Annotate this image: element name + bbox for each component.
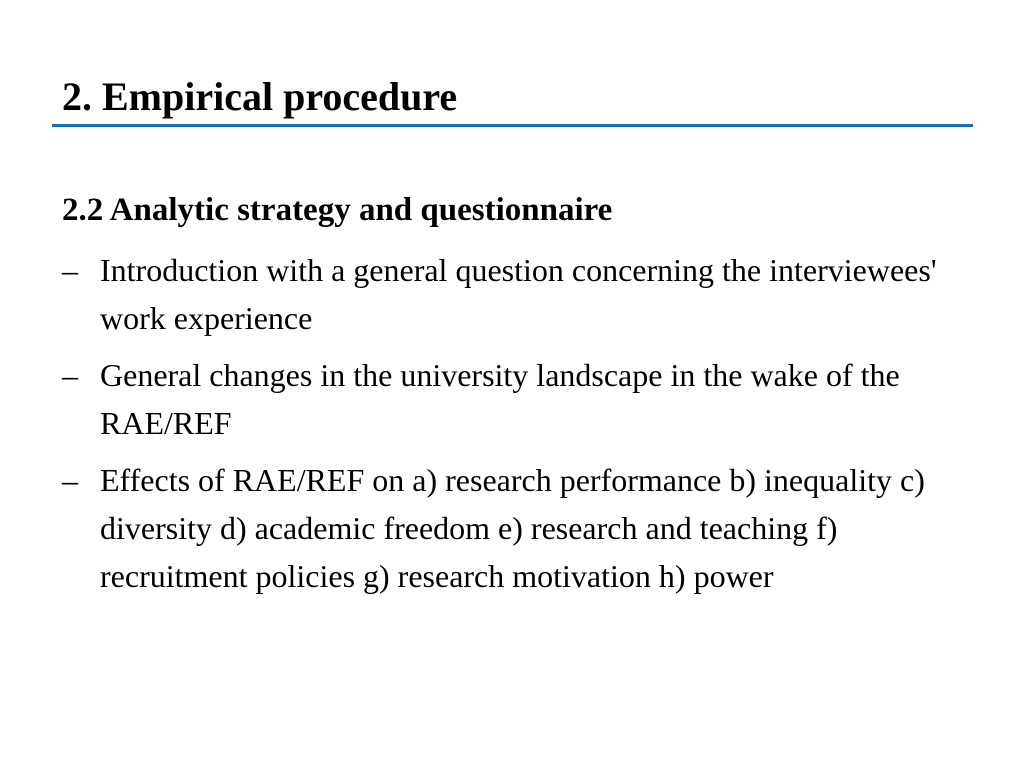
bullet-text: General changes in the university landscape in the wake of the RAE/REF: [100, 357, 900, 441]
slide-title: 2. Empirical procedure: [62, 74, 458, 119]
bullet-text: Effects of RAE/REF on a) research performance b) inequality c) diversity d) academic freedom e) research and teaching f) recruitment policies g) research motivation h) power: [100, 462, 925, 594]
title-underline: [52, 124, 973, 127]
bullet-item: [62, 246, 962, 342]
bullet-item: [62, 351, 962, 447]
bullet-list: [62, 246, 962, 609]
dash-bullet-icon: –: [62, 462, 78, 498]
bullet-item: [62, 456, 962, 600]
dash-bullet-icon: –: [62, 357, 78, 393]
bullet-text: Introduction with a general question concerning the interviewees' work experience: [100, 252, 937, 336]
section-heading: 2.2 Analytic strategy and questionnaire: [62, 192, 613, 228]
dash-bullet-icon: –: [62, 252, 78, 288]
